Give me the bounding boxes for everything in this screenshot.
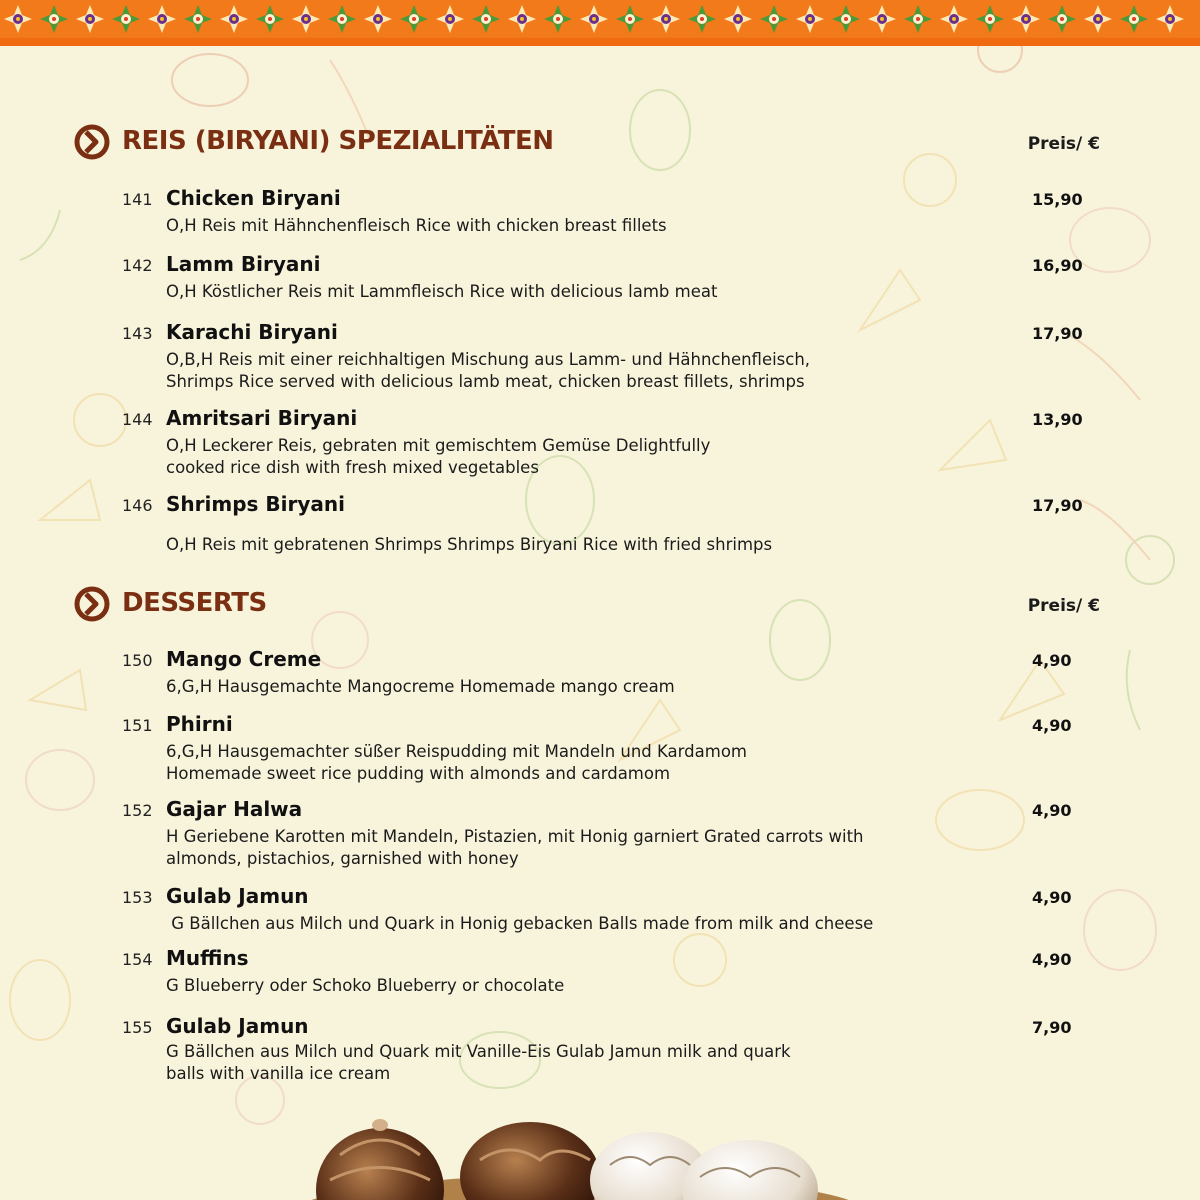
item-price: 4,90	[1032, 651, 1072, 670]
item-number: 141	[122, 190, 153, 209]
item-price: 16,90	[1032, 256, 1083, 275]
item-description	[166, 435, 886, 479]
item-price: 17,90	[1032, 324, 1083, 343]
item-description	[166, 741, 886, 785]
item-price: 4,90	[1032, 888, 1072, 907]
item-name: Chicken Biryani	[166, 186, 341, 210]
item-description-line: H Geriebene Karotten mit Mandeln, Pistazien, mit Honig garniert Grated carrots with	[166, 827, 864, 846]
item-description: O,H Köstlicher Reis mit Lammfleisch Rice with delicious lamb meat	[166, 282, 718, 301]
item-price: 13,90	[1032, 410, 1083, 429]
item-name: Phirni	[166, 712, 233, 736]
item-description: 6,G,H Hausgemachte Mangocreme Homemade mango cream	[166, 677, 675, 696]
item-description: G Blueberry oder Schoko Blueberry or chocolate	[166, 976, 565, 995]
section-title: DESSERTS	[122, 588, 267, 618]
item-number: 153	[122, 888, 153, 907]
item-price: 4,90	[1032, 950, 1072, 969]
item-description-line: O,B,H Reis mit einer reichhaltigen Mischung aus Lamm- und Hähnchenfleisch,	[166, 350, 811, 369]
price-column-header: Preis/ €	[1027, 596, 1100, 616]
item-number: 155	[122, 1018, 153, 1037]
item-number: 142	[122, 256, 153, 275]
item-description-line: Shrimps Rice served with delicious lamb meat, chicken breast fillets, shrimps	[166, 372, 805, 391]
item-description	[166, 1041, 886, 1085]
item-description-line: cooked rice dish with fresh mixed vegetables	[166, 458, 539, 477]
decorative-top-border	[0, 0, 1200, 46]
item-name: Lamm Biryani	[166, 252, 321, 276]
item-description: O,H Reis mit Hähnchenfleisch Rice with chicken breast fillets	[166, 216, 667, 235]
item-description-line: G Bällchen aus Milch und Quark mit Vanille-Eis Gulab Jamun milk and quark	[166, 1042, 791, 1061]
item-number: 154	[122, 950, 153, 969]
item-description-line: Homemade sweet rice pudding with almonds and cardamom	[166, 764, 671, 783]
item-name: Shrimps Biryani	[166, 492, 345, 516]
item-name: Amritsari Biryani	[166, 406, 358, 430]
item-number: 146	[122, 496, 153, 515]
item-name: Karachi Biryani	[166, 320, 338, 344]
item-description	[166, 826, 886, 870]
section-title: REIS (BIRYANI) SPEZIALITÄTEN	[122, 126, 554, 156]
item-number: 152	[122, 801, 153, 820]
item-description-line: 6,G,H Hausgemachter süßer Reispudding mit Mandeln und Kardamom	[166, 742, 747, 761]
price-column-header: Preis/ €	[1027, 134, 1100, 154]
section-marker-icon	[74, 124, 110, 160]
item-name: Gulab Jamun	[166, 1014, 309, 1038]
item-description-line: O,H Leckerer Reis, gebraten mit gemischtem Gemüse Delightfully	[166, 436, 711, 455]
item-description	[166, 349, 886, 393]
item-name: Mango Creme	[166, 647, 322, 671]
item-price: 17,90	[1032, 496, 1083, 515]
item-number: 144	[122, 410, 153, 429]
item-price: 4,90	[1032, 801, 1072, 820]
item-number: 143	[122, 324, 153, 343]
item-description: G Bällchen aus Milch und Quark in Honig gebacken Balls made from milk and cheese	[166, 914, 874, 933]
item-name: Gajar Halwa	[166, 797, 303, 821]
item-number: 150	[122, 651, 153, 670]
item-description-line: balls with vanilla ice cream	[166, 1064, 391, 1083]
item-number: 151	[122, 716, 153, 735]
item-description-line: almonds, pistachios, garnished with honey	[166, 849, 519, 868]
section-header-desserts	[74, 584, 1114, 624]
item-description: O,H Reis mit gebratenen Shrimps Shrimps Biryani Rice with fried shrimps	[166, 535, 773, 554]
item-name: Gulab Jamun	[166, 884, 309, 908]
item-price: 15,90	[1032, 190, 1083, 209]
chocolate-dessert-image	[300, 1105, 860, 1200]
section-marker-icon	[74, 586, 110, 622]
item-price: 7,90	[1032, 1018, 1072, 1037]
section-header-biryani	[74, 122, 1114, 162]
item-name: Muffins	[166, 946, 249, 970]
item-price: 4,90	[1032, 716, 1072, 735]
